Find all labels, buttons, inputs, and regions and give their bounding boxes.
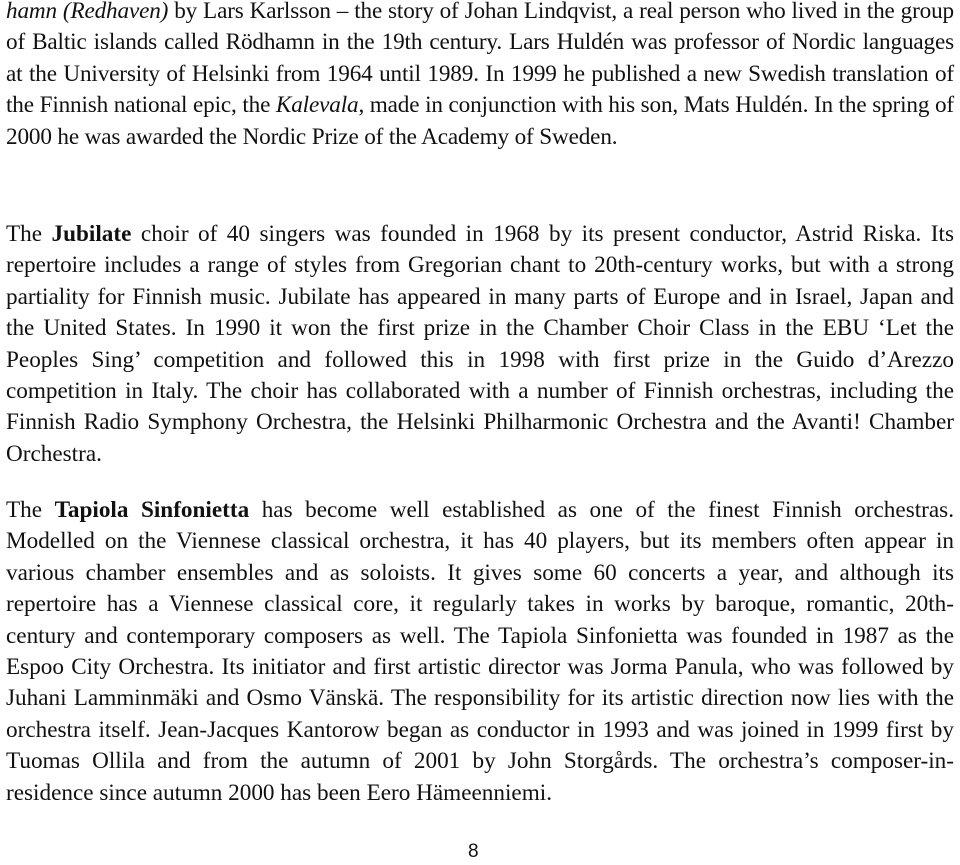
book-title: hamn (Redhaven) [6,0,169,24]
ensemble-name-jubilate: Jubilate [51,221,132,247]
paragraph-lead: The [6,497,55,523]
ensemble-name-tapiola-sinfonietta: Tapiola Sinfonietta [54,497,250,523]
paragraph-text: choir of 40 singers was founded in 1968 by its present conductor, Astrid Riska. Its repertoire includes a range of styles from Gregorian chant to 20th-century works, but with a strong partiality for Finnish music. Jubilate has appeared in many parts of Europe and in Israel, Japan and the United States. In 1990 it won the first prize in the Chamber Choir Class in the EBU ‘Let the Peoples Sing’ competition and followed this in 1998 with first prize in the Guido d’Arezzo competition in Italy. The choir has collaborated with a number of Finnish orchestras, including the Finnish Radio Symphony Orchestra, the Helsinki Philharmonic Orchestra and the Avanti! Chamber Orchestra. [6,221,954,467]
paragraph-text: has become well established as one of the finest Finnish orchestras. Modelled on the Viennese classical orchestra, it has 40 players, but its members often appear in various chamber ensembles and as soloists. It gives some 60 concerts a year, and although its repertoire has a Viennese classical core, it regularly takes in works by baroque, romantic, 20th-century and contemporary composers as well. The Tapiola Sinfonietta was founded in 1987 as the Espoo City Orchestra. Its initiator and first artistic director was Jorma Panula, who was followed by Juhani Lamminmäki and Osmo Vänskä. The responsibility for its artistic direction now lies with the orchestra itself. Jean-Jacques Kantorow began as conductor in 1993 and was joined in 1999 first by Tuomas Ollila and from the autumn of 2001 by John Storgårds. The orchestra’s composer-in-residence since autumn 2000 has been Eero Hämeenniemi. [6,497,954,806]
paragraph-text: , made in conjunction with his son, Mats Huldén. In the spring of 2000 he was awarded the Nordic Prize of the Academy of Sweden. [6,92,954,150]
paragraph-jubilate [6,219,954,470]
paragraph-tapiola-sinfonietta [6,495,954,809]
epic-title: Kalevala [275,92,359,119]
paragraph-text: by Lars Karlsson – the story of Johan Lindqvist, a real person who lived in the group of Baltic islands called Rödhamn in the 19th century. Lars Huldén was professor of Nordic languages at the University of Helsinki from 1964 until 1989. In 1999 he published a new Swedish translation of the Finnish national epic, the [6,0,954,119]
page-number: 8 [468,841,479,862]
paragraph-lead: The [6,221,52,247]
paragraph-huldén-bio-body [6,0,954,150]
paragraph-huldén-bio [6,0,954,153]
